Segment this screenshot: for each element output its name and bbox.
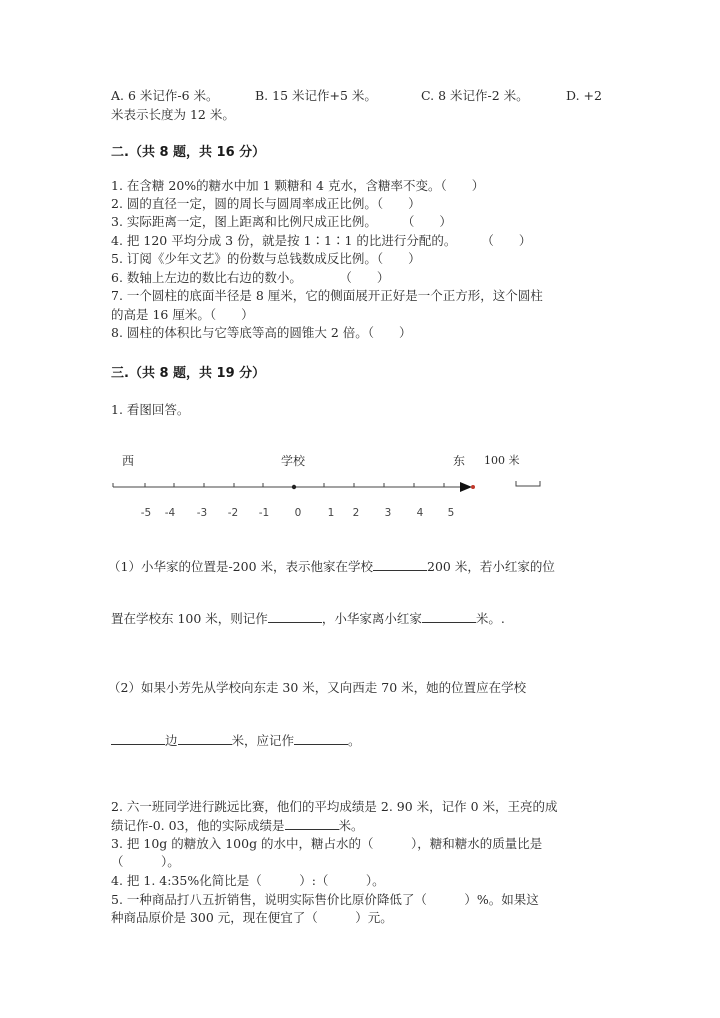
origin-dot-icon — [292, 485, 296, 489]
arrow-right-icon — [460, 482, 472, 492]
tick-label: -1 — [258, 507, 270, 519]
tf-item-4: 4. 把 120 平均分成 3 份，就是按 1∶1∶1 的比进行分配的。 （ ） — [111, 233, 532, 248]
scale-label: 100 米 — [484, 454, 520, 467]
option-b: B. 15 米记作+5 米。 — [255, 88, 377, 103]
answer-blank[interactable] — [294, 732, 348, 745]
option-a: A. 6 米记作-6 米。 — [111, 88, 219, 103]
answer-blank[interactable] — [178, 732, 232, 745]
q1-part1-text-c: 置在学校东 100 米，则记作 — [111, 611, 268, 626]
tick-label: 5 — [447, 507, 455, 519]
tick-label: -3 — [196, 507, 208, 519]
q3-line1: 3. 把 10g 的糖放入 100g 的水中，糖占水的（ ），糖和糖水的质量比是 — [111, 836, 543, 851]
q2-line1: 2. 六一班同学进行跳远比赛，他们的平均成绩是 2. 90 米，记作 0 米，王亮的成 — [111, 799, 558, 814]
tick-label: 3 — [384, 507, 392, 519]
tick-label: 4 — [416, 507, 424, 519]
tick-label: -5 — [140, 507, 152, 519]
q2-text-a: 绩记作-0. 03，他的实际成绩是 — [111, 818, 285, 833]
option-d: D. +2 — [566, 88, 602, 103]
q1-part1-text-b: 200 米，若小红家的位 — [427, 559, 555, 574]
answer-blank[interactable] — [373, 558, 427, 571]
east-label: 东 — [453, 454, 466, 468]
q5-line1: 5. 一种商品打八五折销售，说明实际售价比原价降低了（ ）%。如果这 — [111, 892, 539, 907]
tf-item-1: 1. 在含糖 20%的糖水中加 1 颗糖和 4 克水，含糖率不变。（ ） — [111, 178, 485, 193]
q1-part2-text-b: 米，应记作 — [231, 733, 295, 748]
section-3-heading: 三.（共 8 题，共 19 分） — [111, 366, 266, 381]
tf-item-7-continued: 的高是 16 厘米。（ ） — [111, 307, 254, 322]
answer-blank[interactable] — [111, 732, 165, 745]
q2-line2 — [111, 817, 364, 834]
q1-part1-line1 — [108, 558, 555, 575]
answer-blank[interactable] — [422, 610, 476, 623]
q1-part2-line2 — [111, 732, 361, 749]
q1-part2-text-a: 边 — [165, 733, 178, 748]
west-label: 西 — [122, 454, 135, 468]
q1-title: 1. 看图回答。 — [111, 402, 190, 417]
answer-blank[interactable] — [268, 610, 322, 623]
q5-line2: 种商品原价是 300 元，现在便宜了（ ）元。 — [111, 910, 393, 925]
tick-label: 2 — [352, 507, 360, 519]
q4-line1: 4. 把 1. 4:35%化简比是（ ）:（ ）。 — [111, 873, 385, 888]
section-2-heading: 二.（共 8 题，共 16 分） — [111, 145, 266, 160]
q1-part2-text-c: 。 — [348, 733, 361, 748]
tick-label: 0 — [294, 507, 302, 519]
tf-item-6: 6. 数轴上左边的数比右边的数小。 （ ） — [111, 270, 390, 285]
q1-part1-text-a: （1）小华家的位置是-200 米，表示他家在学校 — [108, 559, 374, 574]
q2-text-b: 米。 — [338, 818, 364, 833]
tick-label: -4 — [164, 507, 176, 519]
q3-line2: （ ）。 — [111, 854, 180, 869]
tf-item-7: 7. 一个圆柱的底面半径是 8 厘米，它的侧面展开正好是一个正方形，这个圆柱 — [111, 288, 543, 303]
tf-item-8: 8. 圆柱的体积比与它等底等高的圆锥大 2 倍。（ ） — [111, 325, 412, 340]
q1-part1-text-e: 米。. — [475, 611, 505, 626]
option-c: C. 8 米记作-2 米。 — [421, 88, 529, 103]
option-d-continued: 米表示长度为 12 米。 — [111, 107, 235, 122]
tick-label: 1 — [327, 507, 335, 519]
tf-item-2: 2. 圆的直径一定，圆的周长与圆周率成正比例。（ ） — [111, 196, 421, 211]
tf-item-5: 5. 订阅《少年文艺》的份数与总钱数成反比例。（ ） — [111, 251, 421, 266]
red-dot-icon — [471, 485, 475, 489]
answer-blank[interactable] — [285, 817, 339, 830]
q1-part1-line2 — [111, 610, 505, 627]
q1-part1-text-d: ，小华家离小红家 — [321, 611, 422, 626]
tick-label: -2 — [227, 507, 239, 519]
tf-item-3: 3. 实际距离一定，图上距离和比例尺成正比例。 （ ） — [111, 214, 452, 229]
school-label: 学校 — [281, 454, 306, 468]
q1-part2-line1: （2）如果小芳先从学校向东走 30 米，又向西走 70 米，她的位置应在学校 — [108, 680, 527, 695]
scale-bar-icon — [516, 481, 540, 486]
